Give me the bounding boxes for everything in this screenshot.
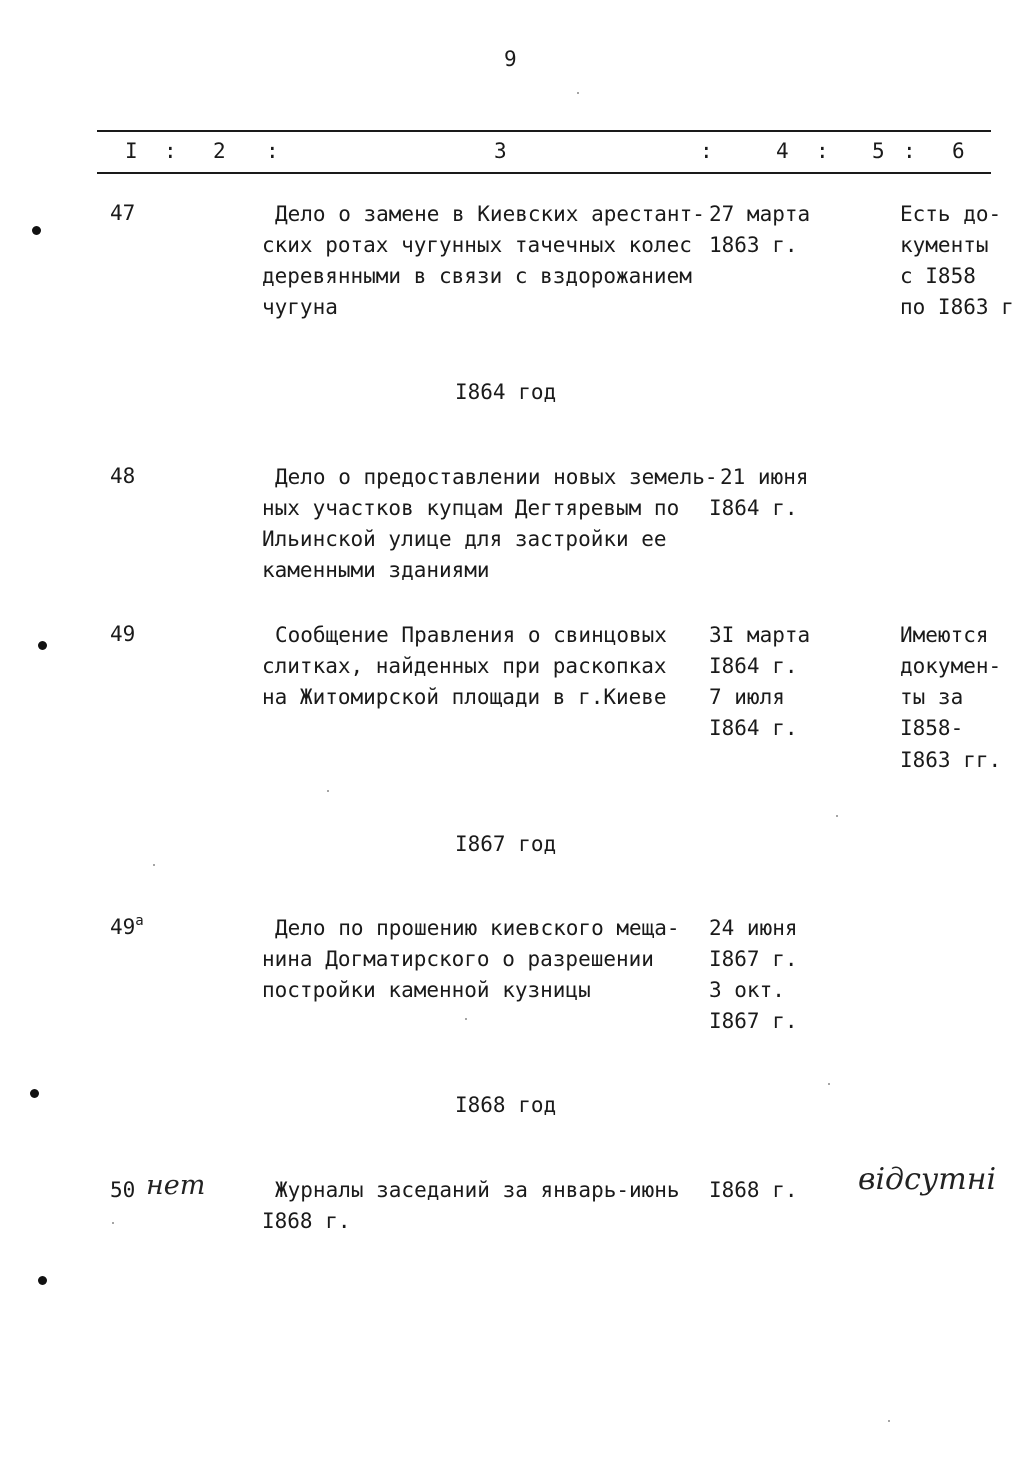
entry-note: I858- [900,716,964,740]
entry-note: I863 гг. [900,748,1002,772]
entry-date: 24 июня [709,916,798,940]
scan-speck [465,1018,467,1020]
scan-speck [836,815,838,817]
scan-speck [888,1420,890,1422]
entry-date: I864 г. [709,654,798,678]
entry-title-line: Дело о предоставлении новых земель- [275,465,718,489]
entry-note: Имеются [900,623,989,647]
entry-number [110,912,144,943]
entry-title-line: ских ротах чугунных тачечных колес [262,233,692,257]
entry-date: 27 марта [709,202,811,226]
header-col-5: 5 [872,139,885,163]
year-heading: I868 год [455,1093,557,1117]
entry-date: 3I марта [709,623,811,647]
scan-speck [327,790,329,792]
entry-title-line: деревянными в связи с вздорожанием [262,264,692,288]
header-col-2: 2 [213,139,226,163]
entry-number: 47 [110,201,136,225]
entry-date: 7 июля [709,685,785,709]
handwritten-annotation-number: нет [146,1170,206,1201]
entry-note: докумен- [900,654,1002,678]
year-heading: I867 год [455,832,557,856]
header-separator: : [816,139,829,163]
header-separator: : [164,139,177,163]
entry-date: I867 г. [709,1009,798,1033]
entry-note: с I858 [900,264,976,288]
entry-number-main: 49 [110,915,136,939]
entry-title-line: каменными зданиями [262,558,490,582]
entry-title-line: Ильинской улице для застройки ее [262,527,667,551]
entry-note: по I863 г [900,295,1014,319]
entry-date: I867 г. [709,947,798,971]
entry-date: I864 г. [709,496,798,520]
header-bottom-rule [97,172,991,174]
header-separator: : [903,139,916,163]
entry-number: 49 [110,622,136,646]
scan-speck [153,864,155,866]
entry-title-line: Сообщение Правления о свинцовых [275,623,667,647]
scan-speck [577,92,579,94]
entry-title-line: Дело по прошению киевского меща- [275,916,680,940]
scan-speck [112,1222,114,1224]
entry-title-line: на Житомирской площади в г.Киеве [262,685,667,709]
entry-date: I868 г. [709,1178,798,1202]
header-col-3: 3 [494,139,507,163]
punch-hole [38,641,47,650]
entry-note: Есть до- [900,202,1002,226]
header-col-4: 4 [776,139,789,163]
entry-note: ты за [900,685,964,709]
punch-hole [38,1276,47,1285]
scan-speck [828,1083,830,1085]
entry-number: 48 [110,464,136,488]
entry-number: 50 [110,1178,136,1202]
entry-date: 21 июня [720,465,809,489]
entry-title-line: нина Догматирского о разрешении [262,947,654,971]
entry-note: кументы [900,233,989,257]
header-separator: : [266,139,279,163]
punch-hole [30,1089,39,1098]
entry-number-superscript: а [135,913,144,929]
year-heading: I864 год [455,380,557,404]
entry-title-line: постройки каменной кузницы [262,978,591,1002]
header-top-rule [97,130,991,132]
handwritten-annotation-note: відсутні [858,1162,997,1197]
page-number: 9 [504,47,517,71]
header-separator: : [700,139,713,163]
entry-title-line: Дело о замене в Киевских арестант- [275,202,705,226]
entry-title-line: I868 г. [262,1209,351,1233]
entry-title-line: Журналы заседаний за январь-июнь [275,1178,680,1202]
header-col-1: I [125,139,138,163]
entry-title-line: ных участков купцам Дегтяревым по [262,496,680,520]
entry-date: 3 окт. [709,978,785,1002]
entry-date: I864 г. [709,716,798,740]
punch-hole [32,226,41,235]
entry-title-line: чугуна [262,295,338,319]
entry-date: 1863 г. [709,233,798,257]
entry-title-line: слитках, найденных при раскопках [262,654,667,678]
header-col-6: 6 [952,139,965,163]
